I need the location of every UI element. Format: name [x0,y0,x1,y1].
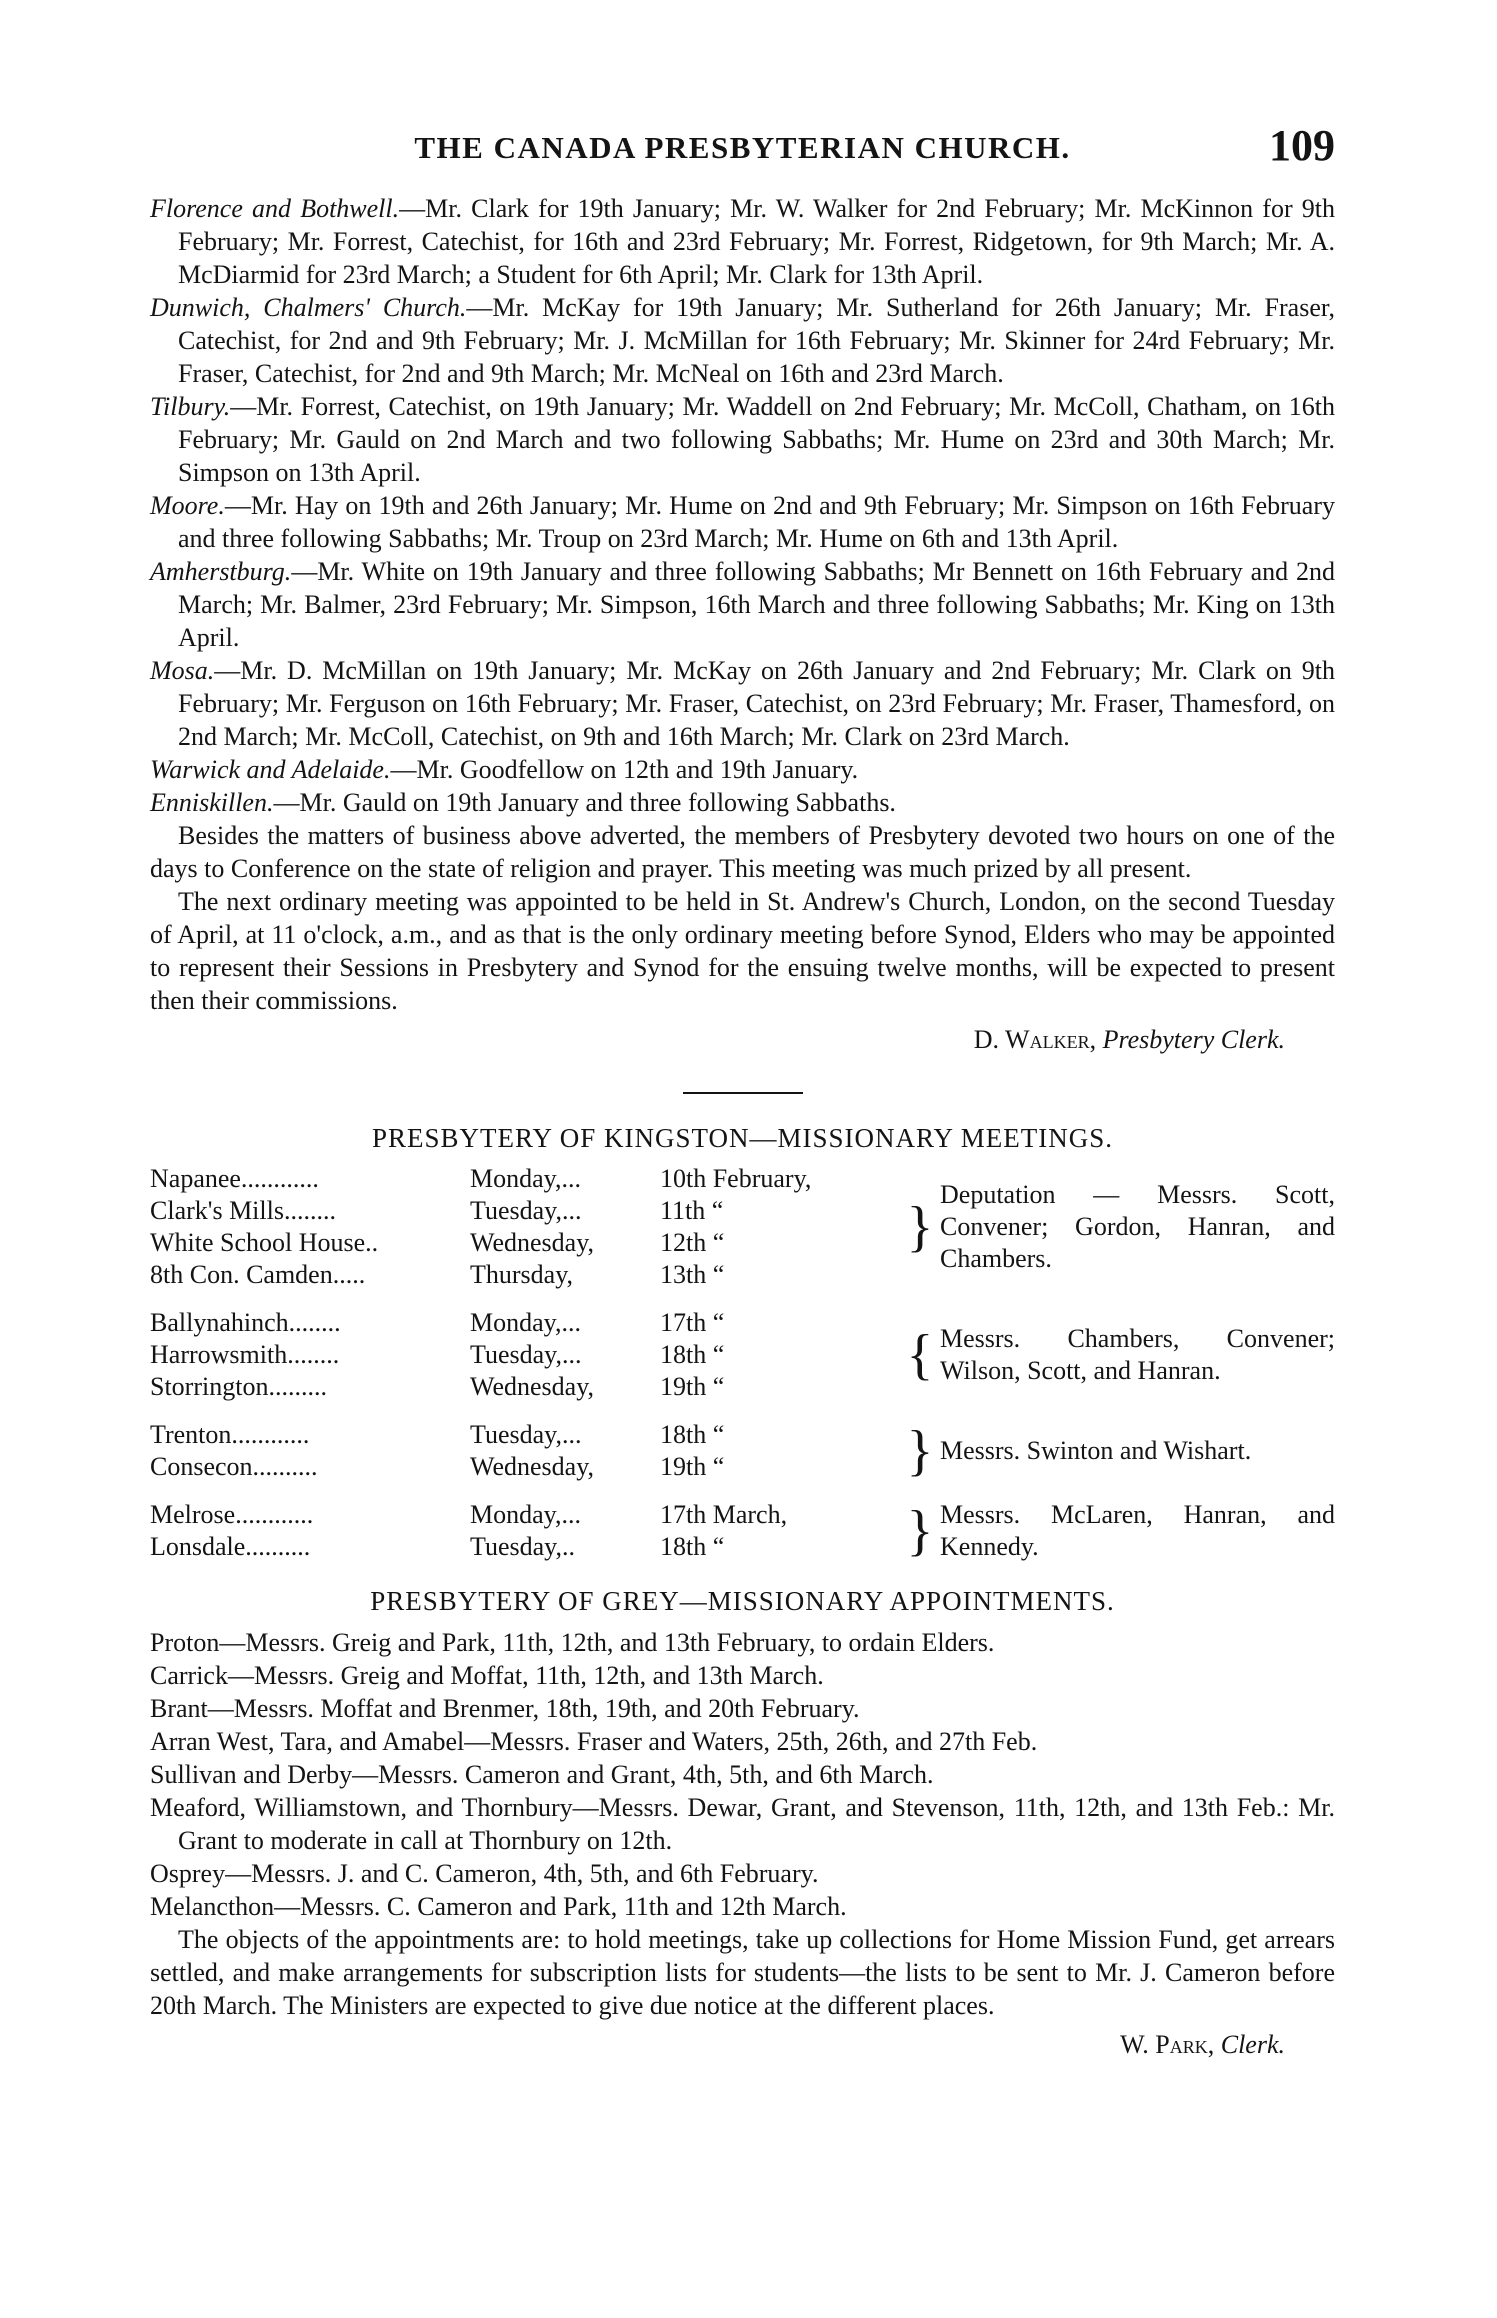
meeting-place: White School House.. [150,1228,379,1257]
grey-appointments-list [150,1626,1335,1923]
table-row [150,1419,1335,1451]
grey-appointment: Meaford, Williamstown, and Thornbury—Messrs. Dewar, Grant, and Stevenson, 11th, 12th, and 13th Feb.: Mr. Grant to moderate in call at Thornbury on 12th. [150,1793,1335,1855]
paragraph-next-meeting: The next ordinary meeting was appointed to be held in St. Andrew's Church, London, on the second Tuesday of April, at 11 o'clock, a.m., and as that is the only ordinary meeting before Synod, Elders who may be appointed to represent their Sessions in Presbytery and Synod for the ensuing twelve months, will be expected to present then their commissions. [150,887,1335,1015]
meeting-place: Napanee............ [150,1164,319,1193]
appointment-text: —Mr. Gauld on 19th January and three following Sabbaths. [273,788,896,817]
section-divider [683,1092,803,1094]
appointment-entry [150,489,1335,555]
meeting-date: 13th “ [660,1260,725,1289]
meeting-date: 17th March, [660,1500,788,1529]
appointment-place: Moore. [150,491,225,520]
meeting-date: 19th “ [660,1372,725,1401]
grey-appointment: Arran West, Tara, and Amabel—Messrs. Fraser and Waters, 25th, 26th, and 27th Feb. [150,1727,1038,1756]
meeting-day: Tuesday,.. [470,1532,575,1561]
appointment-text: —Mr. Clark for 19th January; Mr. W. Walker for 2nd February; Mr. McKinnon for 9th February; Mr. Forrest, Catechist, for 16th and 23rd February; Mr. Forrest, Ridgetown, for 9th March; Mr. A. McDiarmid for 23rd March; a Student for 6th April; Mr. Clark for 13th April. [178,194,1335,289]
meeting-day: Tuesday,... [470,1340,582,1369]
appointment-place: Florence and Bothwell. [150,194,400,223]
signature-role: Presbytery Clerk. [1102,1025,1285,1054]
signature-walker [150,1023,1335,1056]
brace-glyph: } [906,1500,934,1562]
appointment-place: Warwick and Adelaide. [150,755,391,784]
appointment-place: Tilbury. [150,392,231,421]
appointment-place: Enniskillen. [150,788,274,817]
appointment-text: —Mr. Hay on 19th and 26th January; Mr. Hume on 2nd and 9th February; Mr. Simpson on 16th February and three following Sabbaths; Mr. Troup on 23rd March; Mr. Hume on 6th and 13th April. [178,491,1335,553]
meeting-day: Monday,... [470,1500,581,1529]
meeting-date: 17th “ [660,1308,725,1337]
table-row [150,1163,1335,1195]
meeting-day: Monday,... [470,1164,581,1193]
grey-appointment: Osprey—Messrs. J. and C. Cameron, 4th, 5th, and 6th February. [150,1859,819,1888]
meeting-place: Ballynahinch........ [150,1308,341,1337]
meeting-date: 10th February, [660,1164,812,1193]
meeting-day: Tuesday,... [470,1196,582,1225]
meeting-date: 11th “ [660,1196,724,1225]
meeting-date: 19th “ [660,1452,725,1481]
deputation: Deputation — Messrs. Scott, Convener; Gordon, Hanran, and Chambers. [940,1180,1335,1273]
page-header [150,120,1335,180]
table-row [150,1307,1335,1339]
paragraph-conference: Besides the matters of business above adverted, the members of Presbytery devoted two hours on one of the days to Conference on the state of religion and prayer. This meeting was much prized by all present. [150,821,1335,883]
meeting-date: 12th “ [660,1228,725,1257]
deputation: Messrs. McLaren, Hanran, and Kennedy. [940,1500,1335,1561]
grey-appointment: Sullivan and Derby—Messrs. Cameron and Grant, 4th, 5th, and 6th March. [150,1760,934,1789]
appointment-entry [150,786,1335,819]
meeting-date: 18th “ [660,1532,725,1561]
appointment-entry [150,192,1335,291]
signature-name: W. Park, [1120,2030,1215,2059]
group-spacer [150,1483,1335,1499]
page-number: 109 [1269,121,1335,170]
meeting-place: Melrose............ [150,1500,314,1529]
group-spacer [150,1403,1335,1419]
deputation: Messrs. Chambers, Convener; Wilson, Scott, and Hanran. [940,1324,1335,1385]
meeting-place: Harrowsmith........ [150,1340,340,1369]
signature-name: D. Walker, [973,1025,1097,1054]
grey-section-title: PRESBYTERY OF GREY—MISSIONARY APPOINTMENTS. [370,1586,1115,1616]
appointment-entry [150,291,1335,390]
meeting-place: Lonsdale.......... [150,1532,311,1561]
meeting-day: Wednesday, [470,1372,595,1401]
grey-appointment: Carrick—Messrs. Greig and Moffat, 11th, 12th, and 13th March. [150,1661,824,1690]
table-row [150,1499,1335,1531]
signature-role: Clerk. [1220,2030,1285,2059]
meeting-place: Consecon.......... [150,1452,318,1481]
signature-park [150,2028,1335,2061]
appointment-entry [150,390,1335,489]
meeting-day: Thursday, [470,1260,574,1289]
appointment-place: Mosa. [150,656,215,685]
appointment-text: —Mr. White on 19th January and three following Sabbaths; Mr Bennett on 16th February and 2nd March; Mr. Balmer, 23rd February; Mr. Simpson, 16th March and three following Sabbaths; Mr. King on 13th April. [178,557,1335,652]
meeting-day: Monday,... [470,1308,581,1337]
appointment-entry [150,753,1335,786]
meeting-day: Wednesday, [470,1452,595,1481]
grey-appointment: Proton—Messrs. Greig and Park, 11th, 12th, and 13th February, to ordain Elders. [150,1628,995,1657]
appointment-entry [150,555,1335,654]
appointments-list [150,192,1335,819]
meeting-day: Wednesday, [470,1228,595,1257]
running-title: THE CANADA PRESBYTERIAN CHURCH. [414,130,1071,165]
grey-appointment: Brant—Messrs. Moffat and Brenmer, 18th, 19th, and 20th February. [150,1694,860,1723]
group-spacer [150,1291,1335,1307]
meeting-place: Storrington......... [150,1372,327,1401]
appointment-text: —Mr. McKay for 19th January; Mr. Sutherland for 26th January; Mr. Fraser, Catechist, for 2nd and 9th February; Mr. J. McMillan for 16th February; Mr. Skinner for 24rd February; Mr. Fraser, Catechist, for 2nd and 9th March; Mr. McNeal on 16th and 23rd March. [178,293,1335,388]
appointment-place: Amherstburg. [150,557,292,586]
appointment-entry [150,654,1335,753]
appointment-text: —Mr. Forrest, Catechist, on 19th January; Mr. Waddell on 2nd February; Mr. McColl, Chatham, on 16th February; Mr. Gauld on 2nd March and two following Sabbaths; Mr. Hume on 23rd and 30th March; Mr. Simpson on 13th April. [178,392,1335,487]
page-body [150,192,1335,2061]
brace-glyph: } [906,1196,934,1258]
deputation: Messrs. Swinton and Wishart. [940,1436,1252,1465]
kingston-section-title: PRESBYTERY OF KINGSTON—MISSIONARY MEETINGS. [371,1123,1114,1153]
appointment-text: —Mr. D. McMillan on 19th January; Mr. McKay on 26th January and 2nd February; Mr. Clark on 9th February; Mr. Ferguson on 16th February; Mr. Fraser, Catechist, on 23rd February; Mr. Fraser, Thamesford, on 2nd March; Mr. McColl, Catechist, on 9th and 16th March; Mr. Clark on 23rd March. [178,656,1335,751]
meeting-date: 18th “ [660,1340,725,1369]
appointment-text: —Mr. Goodfellow on 12th and 19th January. [390,755,859,784]
meeting-day: Tuesday,... [470,1420,582,1449]
meeting-date: 18th “ [660,1420,725,1449]
paragraph-objects: The objects of the appointments are: to hold meetings, take up collections for Home Mission Fund, get arrears settled, and make arrangements for subscription lists for students—the lists to be sent to Mr. J. Cameron before 20th March. The Ministers are expected to give due notice at the different places. [150,1925,1335,2020]
meeting-place: Trenton............ [150,1420,310,1449]
brace-glyph: } [906,1420,934,1482]
kingston-meetings-table [150,1163,1335,1563]
brace-glyph: { [906,1324,934,1386]
appointment-place: Dunwich, Chalmers' Church. [150,293,467,322]
meeting-place: Clark's Mills........ [150,1196,336,1225]
grey-appointment: Melancthon—Messrs. C. Cameron and Park, 11th and 12th March. [150,1892,847,1921]
meeting-place: 8th Con. Camden..... [150,1260,366,1289]
